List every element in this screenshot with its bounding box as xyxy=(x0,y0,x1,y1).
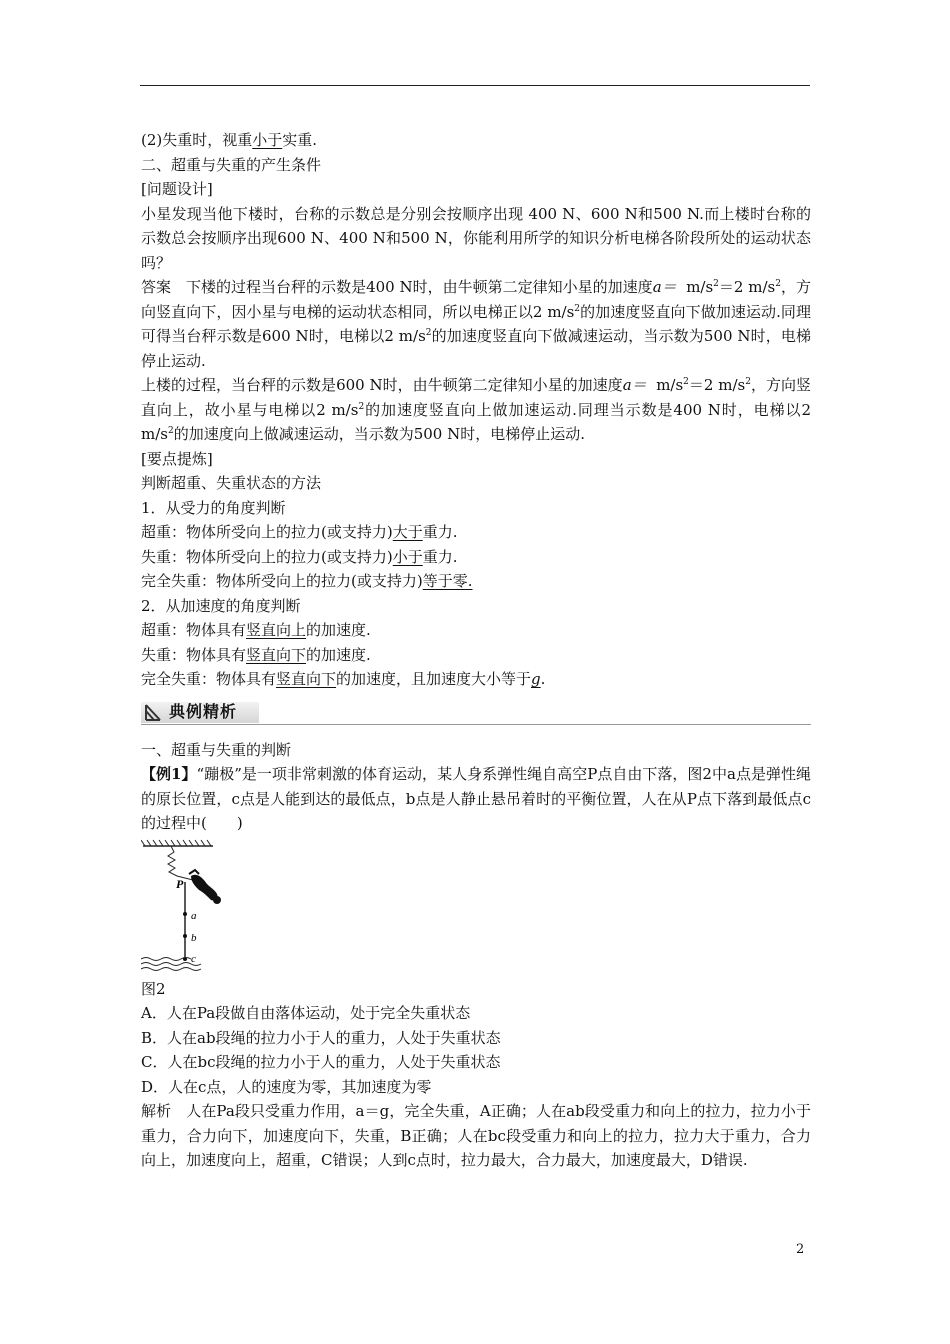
superscript: 2 xyxy=(574,303,581,314)
problem-paragraph: 小星发现当他下楼时，台称的示数总是分别会按顺序出现 400 N、600 N和500 N.而上楼时台称的示数总会按顺序出现600 N、400 N和500 N，你能利用所学的知识分析电梯各阶段所处的运动状态吗？ xyxy=(141,204,811,272)
answer-underlined: 竖直向上 xyxy=(246,621,307,639)
text: 的加速度竖直向上做加速运动.同理当示数是400 N时，电梯以2 m/s xyxy=(141,400,811,443)
text: 失重：物体所受向上的拉力(或支持力) xyxy=(141,547,393,566)
answer-underlined: 竖直向下 xyxy=(246,645,307,664)
superscript: 2 xyxy=(745,377,751,387)
text: m/s xyxy=(686,278,714,296)
example-question xyxy=(141,762,811,836)
superscript: 2 xyxy=(683,377,689,387)
superscript: 2 xyxy=(713,279,719,289)
superscript: 2 xyxy=(425,328,432,338)
text: 答案 下楼的过程当台秤的示数是400 N时，由牛顿第二定律知小星的加速度 xyxy=(141,278,653,296)
bungee-figure xyxy=(141,838,271,973)
answer-paragraph xyxy=(141,275,811,373)
method-1-complete xyxy=(141,569,811,594)
text: 实重. xyxy=(282,131,318,149)
point-a-label: a xyxy=(191,909,197,922)
point-b-label: b xyxy=(191,931,197,944)
text: (2)失重时，视重 xyxy=(141,131,253,149)
text: 重力. xyxy=(422,547,458,566)
diagonal-lines-icon xyxy=(143,702,163,723)
section-title: 典例精析 xyxy=(169,701,238,721)
text: ＝2 m/s xyxy=(688,376,746,394)
method-1-weightless xyxy=(141,545,811,570)
analysis-paragraph: 解析 人在Pa段只受重力作用，a＝g，完全失重，A正确；人在ab段受重力和向上的拉力，拉力小于重力，合力向下，加速度向下，失重，B正确；人在bc段受重力和向上的拉力，拉力大于重力，合力向上，加速度向上，超重，C错误；人到c点时，拉力最大，合力最大，加速度最大，D错误. xyxy=(141,1102,811,1169)
section-header xyxy=(141,698,811,728)
text: 的加速度向上做减速运动，当示数为500 N时，电梯停止运动. xyxy=(173,425,586,443)
superscript: 2 xyxy=(167,426,174,436)
header-rule xyxy=(140,85,810,86)
text: 重力. xyxy=(422,523,458,541)
text: 完全失重：物体具有 xyxy=(141,670,277,688)
method-1-overweight xyxy=(141,520,811,545)
option-b: B．人在ab段绳的拉力小于人的重力，人处于失重状态 xyxy=(141,1028,501,1047)
method-title: 判断超重、失重状态的方法 xyxy=(141,474,322,492)
method-2-weightless xyxy=(141,643,811,668)
method-1-title: 1．从受力的角度判断 xyxy=(141,498,286,517)
text: ，方向竖直向上，故小星与电梯以2 m/s xyxy=(141,376,811,419)
point-c-label: c xyxy=(191,952,196,965)
superscript: 2 xyxy=(775,279,781,289)
text: ，方向竖直向下，因小星与电梯的运动状态相同，所以电梯正以2 m/s xyxy=(141,278,811,321)
option-d: D．人在c点，人的速度为零，其加速度为零 xyxy=(141,1077,432,1096)
text: 失重：物体具有 xyxy=(141,645,247,664)
method-2-title: 2．从加速度的角度判断 xyxy=(141,596,301,615)
document-body xyxy=(141,128,811,1173)
text: 的加速度竖直向下做加速运动.同理可得当台秤示数是600 N时，电梯以2 m/s xyxy=(141,302,811,345)
text: “蹦极”是一项非常刺激的体育运动，某人身系弹性绳自高空P点自由下落，图2中a点是弹性绳的原长位置，c点是人能到达的最低点，b点是人静止悬吊着时的平衡位置，人在从P点下落到最低点c的过程中( ) xyxy=(141,765,812,832)
answer-underlined: 竖直向下 xyxy=(276,670,337,688)
answer-underlined: 等于零. xyxy=(422,572,473,590)
section-subtitle: 二、超重与失重的产生条件 xyxy=(141,155,322,174)
text: m/s xyxy=(656,376,684,394)
figure-caption: 图2 xyxy=(141,979,166,998)
superscript: 2 xyxy=(358,401,365,412)
text: . xyxy=(540,670,546,688)
upstairs-paragraph xyxy=(141,373,811,447)
answer-underlined: 小于 xyxy=(252,131,283,149)
text: 超重：物体具有 xyxy=(141,621,247,639)
text: 的加速度竖直向下做减速运动，当示数为500 N时，电梯停止运动. xyxy=(141,327,811,370)
example-tag: 【例1】 xyxy=(141,765,197,783)
text: ＝2 m/s xyxy=(718,278,776,296)
text-line xyxy=(141,128,811,153)
text: 完全失重：物体所受向上的拉力(或支持力) xyxy=(141,572,423,590)
method-2-overweight xyxy=(141,618,811,643)
math: a＝ xyxy=(622,376,647,394)
section-rule xyxy=(141,724,811,725)
answer-underlined: 大于 xyxy=(392,523,423,541)
math: g xyxy=(531,670,541,688)
text: 超重：物体所受向上的拉力(或支持力) xyxy=(141,523,393,541)
answer-underlined: 小于 xyxy=(392,547,423,566)
bungee-diagram xyxy=(141,838,271,973)
option-a: A．人在Pa段做自由落体运动，处于完全失重状态 xyxy=(141,1004,471,1022)
option-c: C．人在bc段绳的拉力小于人的重力，人处于失重状态 xyxy=(141,1053,501,1071)
key-points-label: [要点提炼] xyxy=(141,449,213,468)
subsection-title: 一、超重与失重的判断 xyxy=(141,740,292,759)
math: a＝ xyxy=(652,278,677,296)
point-P-label: P xyxy=(176,876,184,891)
text: 的加速度. xyxy=(306,621,371,639)
problem-design-label: [问题设计] xyxy=(141,180,213,198)
page-number: 2 xyxy=(796,1242,805,1257)
text: 的加速度，且加速度大小等于 xyxy=(336,670,532,688)
method-2-complete xyxy=(141,667,811,692)
text: 上楼的过程，当台秤的示数是600 N时，由牛顿第二定律知小星的加速度 xyxy=(141,376,623,394)
text: 的加速度. xyxy=(306,645,371,664)
